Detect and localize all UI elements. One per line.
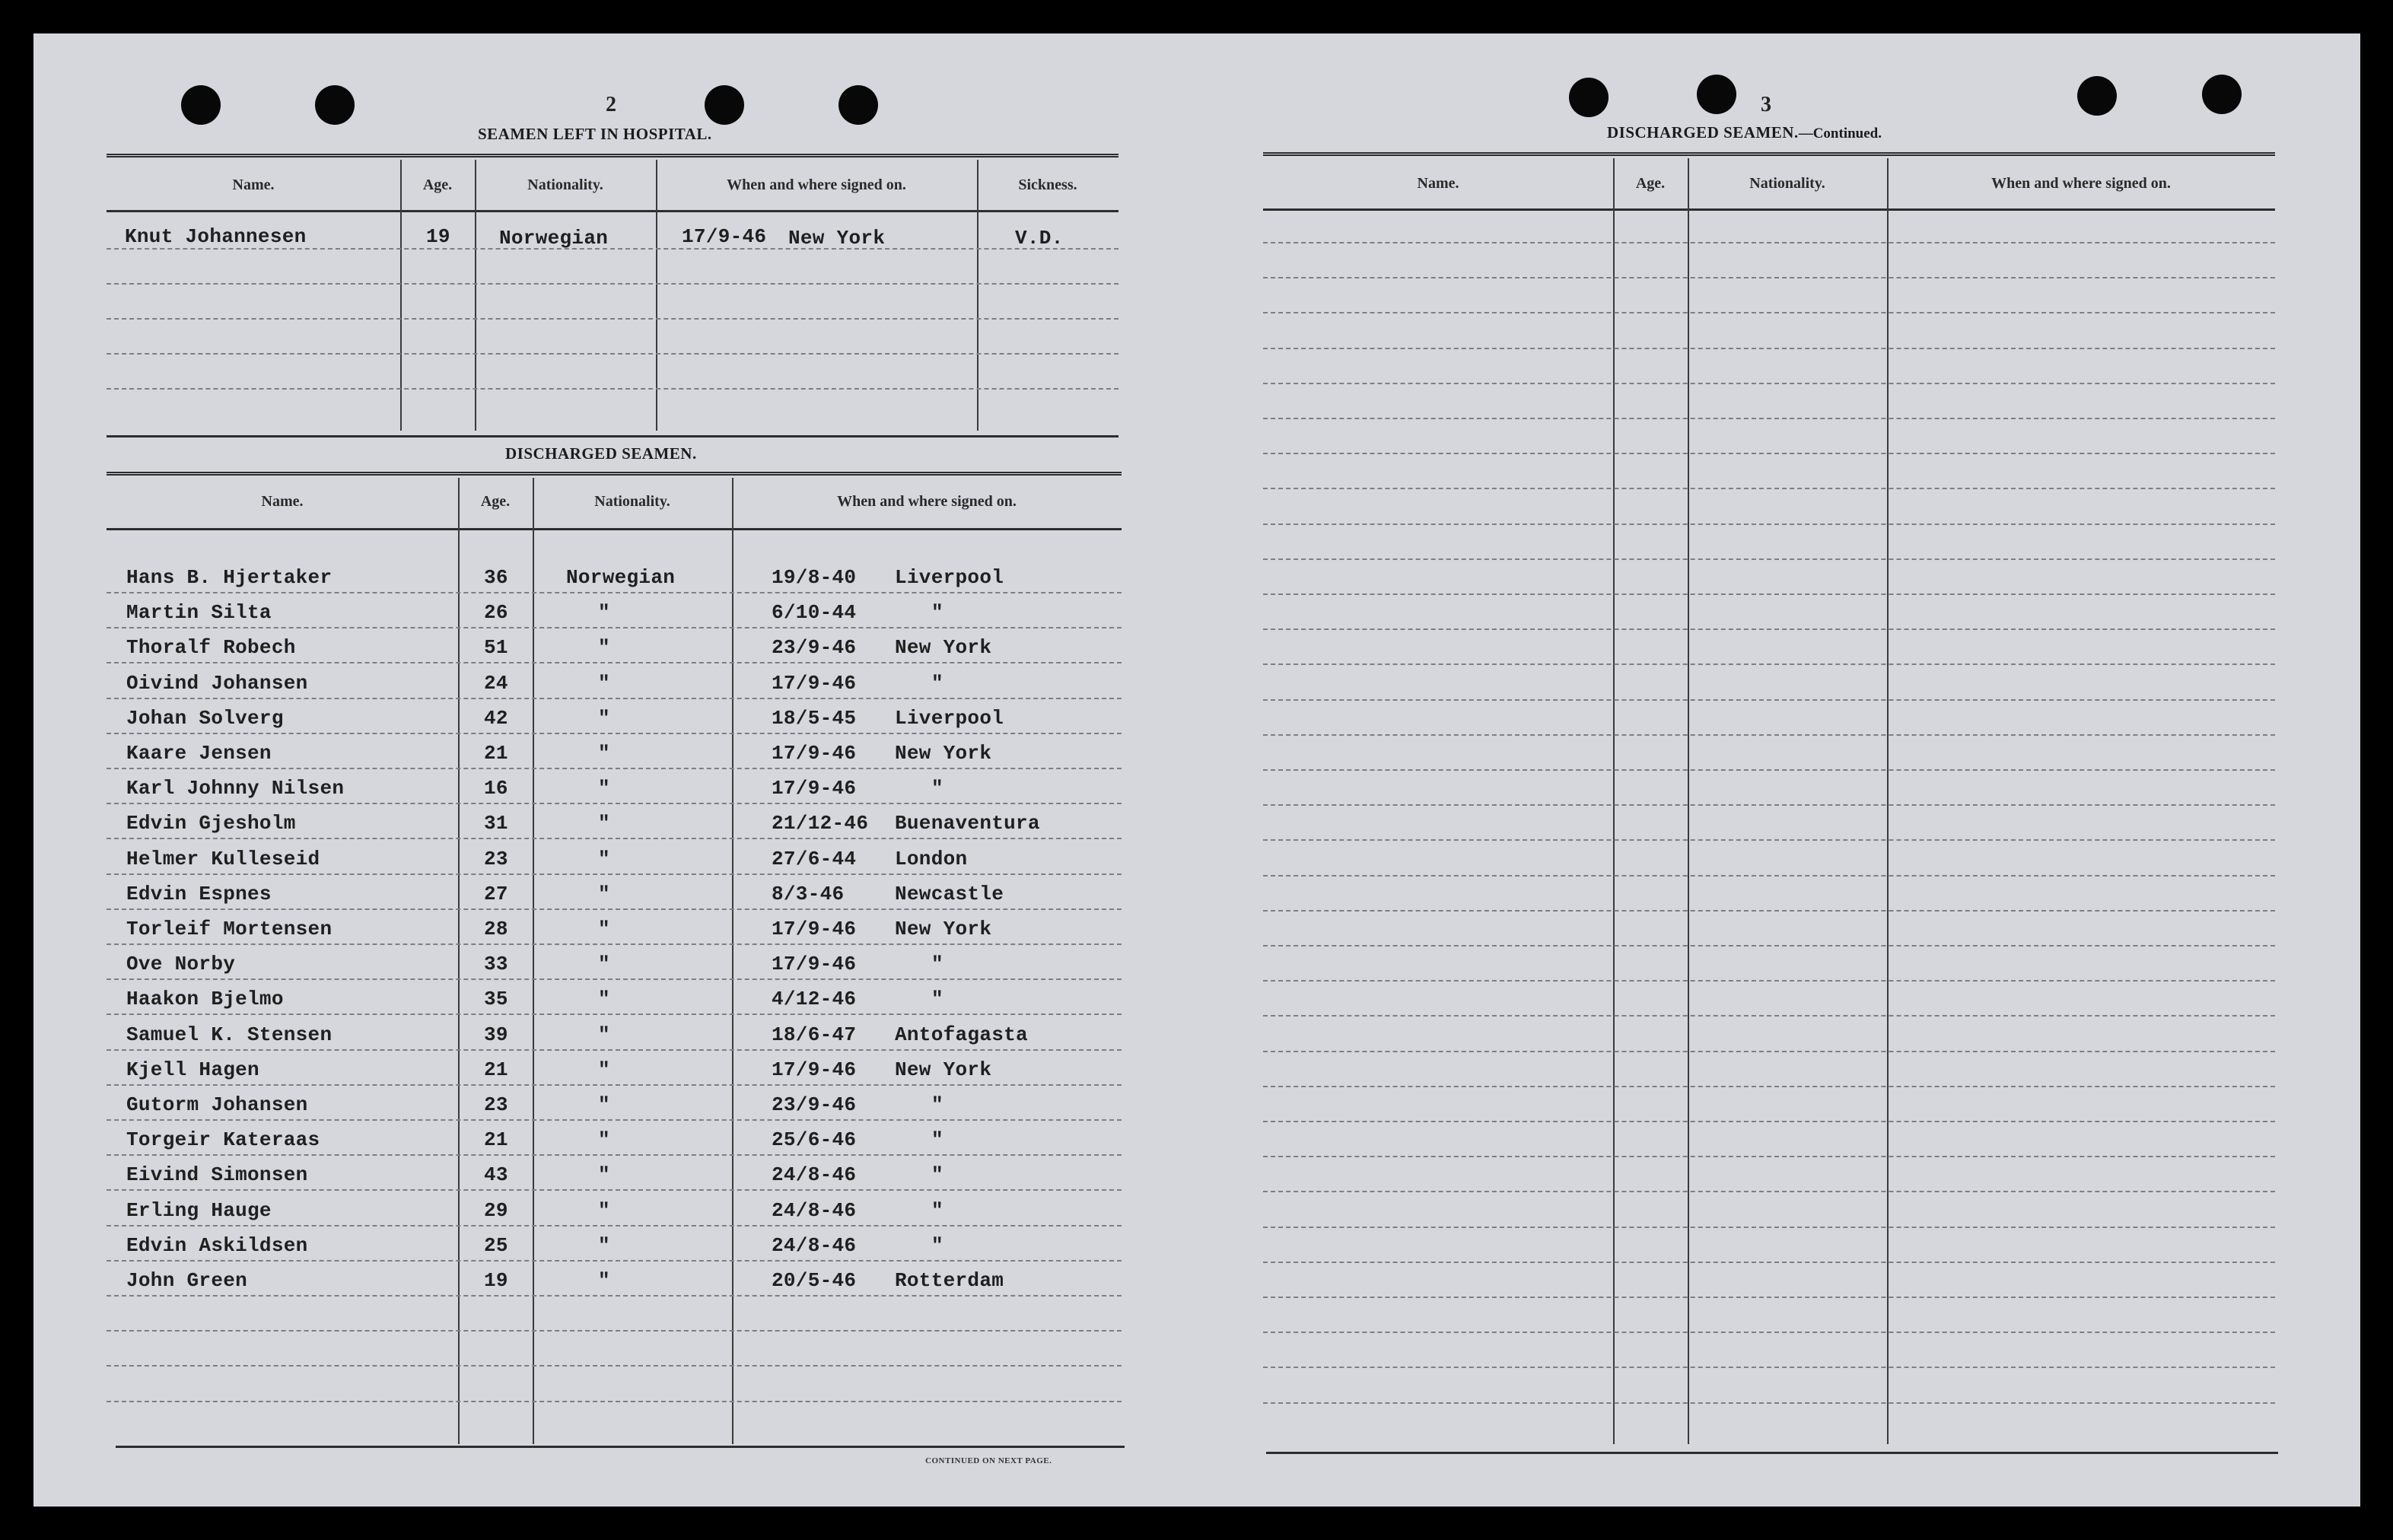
punch-hole xyxy=(1569,78,1609,117)
row-rule xyxy=(1263,910,2275,912)
right-page xyxy=(1251,33,2360,1507)
seaman-name: Kaare Jensen xyxy=(126,742,272,765)
signed-on-date: 24/8-46 xyxy=(772,1163,857,1186)
punch-hole xyxy=(315,85,355,125)
seaman-age: 16 xyxy=(484,777,508,800)
column-header-signed-on: When and where signed on. xyxy=(727,177,906,193)
seaman-name: Erling Hauge xyxy=(126,1199,272,1222)
signed-on-place: " xyxy=(931,1234,944,1257)
seaman-name: Karl Johnny Nilsen xyxy=(126,777,345,800)
signed-on-date: 17/9-46 xyxy=(772,918,857,940)
seaman-nationality: " xyxy=(598,707,610,730)
seaman-age: 33 xyxy=(484,953,508,975)
seaman-nationality: " xyxy=(598,672,610,695)
page-number: 3 xyxy=(1761,93,1771,116)
seaman-nationality: " xyxy=(598,988,610,1010)
column-header-age: Age. xyxy=(1635,175,1666,192)
hospital-signed-date: 17/9-46 xyxy=(682,225,767,248)
seaman-age: 42 xyxy=(484,707,508,730)
seaman-age: 39 xyxy=(484,1023,508,1046)
discharged-section-title: DISCHARGED SEAMEN. xyxy=(505,444,697,463)
row-rule xyxy=(107,1365,1122,1367)
column-header-nationality: Nationality. xyxy=(527,177,603,193)
row-rule xyxy=(107,388,1119,390)
signed-on-place: Newcastle xyxy=(895,883,1004,905)
signed-on-date: 6/10-44 xyxy=(772,601,857,624)
row-rule xyxy=(1263,242,2275,243)
seaman-name: Haakon Bjelmo xyxy=(126,988,284,1010)
row-rule xyxy=(1263,593,2275,595)
seaman-age: 23 xyxy=(484,1093,508,1116)
row-rule xyxy=(107,698,1122,699)
signed-on-place: Antofagasta xyxy=(895,1023,1028,1046)
row-rule xyxy=(1263,804,2275,806)
seaman-age: 21 xyxy=(484,1058,508,1081)
seaman-nationality: " xyxy=(598,953,610,975)
seaman-nationality: " xyxy=(598,1163,610,1186)
seaman-age: 35 xyxy=(484,988,508,1010)
row-rule xyxy=(107,353,1119,355)
row-rule xyxy=(107,1189,1122,1191)
seaman-age: 26 xyxy=(484,601,508,624)
column-header-age: Age. xyxy=(480,493,511,510)
seaman-nationality: " xyxy=(598,883,610,905)
seaman-name: Hans B. Hjertaker xyxy=(126,566,333,589)
column-header-sickness: Sickness. xyxy=(1018,177,1077,193)
header-bottom-rule xyxy=(1263,208,2275,211)
row-rule xyxy=(107,838,1122,839)
column-header-name: Name. xyxy=(1417,175,1459,192)
row-rule xyxy=(107,1154,1122,1156)
signed-on-date: 24/8-46 xyxy=(772,1234,857,1257)
row-rule xyxy=(1263,1156,2275,1157)
row-rule xyxy=(1263,1015,2275,1017)
seaman-nationality: " xyxy=(598,1023,610,1046)
seaman-nationality: " xyxy=(598,1093,610,1116)
row-rule xyxy=(1263,383,2275,384)
signed-on-date: 27/6-44 xyxy=(772,848,857,870)
signed-on-place: " xyxy=(931,1199,944,1222)
punch-hole xyxy=(705,85,744,125)
continued-note: CONTINUED ON NEXT PAGE. xyxy=(925,1456,1052,1465)
row-rule xyxy=(1263,1262,2275,1263)
signed-on-place: New York xyxy=(895,636,992,659)
signed-on-date: 20/5-46 xyxy=(772,1269,857,1292)
signed-on-date: 24/8-46 xyxy=(772,1199,857,1222)
row-rule xyxy=(1263,523,2275,525)
discharged-continued-title xyxy=(1607,123,1882,142)
row-rule xyxy=(1263,312,2275,313)
seaman-nationality: " xyxy=(598,636,610,659)
row-rule xyxy=(107,248,1119,250)
discharged-header-rule xyxy=(107,528,1122,530)
seaman-age: 29 xyxy=(484,1199,508,1222)
row-rule xyxy=(1263,453,2275,454)
row-rule xyxy=(107,283,1119,285)
row-rule xyxy=(1263,1051,2275,1052)
signed-on-date: 21/12-46 xyxy=(772,812,869,835)
column-header-name: Name. xyxy=(232,177,275,193)
seaman-age: 43 xyxy=(484,1163,508,1186)
seaman-name: Kjell Hagen xyxy=(126,1058,259,1081)
ledger-sheet xyxy=(33,33,2360,1507)
row-rule xyxy=(1263,277,2275,278)
page-number: 2 xyxy=(606,93,616,116)
row-rule xyxy=(1263,1297,2275,1298)
row-rule xyxy=(107,873,1122,875)
signed-on-place: Liverpool xyxy=(895,566,1004,589)
row-rule xyxy=(107,1049,1122,1051)
seaman-nationality: " xyxy=(598,1269,610,1292)
title-suffix: —Continued. xyxy=(1798,126,1882,142)
signed-on-date: 4/12-46 xyxy=(772,988,857,1010)
hospital-table-bottom-rule xyxy=(107,435,1119,438)
column-header-nationality: Nationality. xyxy=(594,493,670,510)
seaman-nationality: " xyxy=(598,812,610,835)
seaman-name: Gutorm Johansen xyxy=(126,1093,308,1116)
punch-hole xyxy=(2202,75,2242,114)
title-main: DISCHARGED SEAMEN. xyxy=(1607,123,1799,142)
signed-on-place: " xyxy=(931,777,944,800)
signed-on-place: New York xyxy=(895,918,992,940)
seaman-age: 25 xyxy=(484,1234,508,1257)
row-rule xyxy=(107,592,1122,593)
row-rule xyxy=(107,1013,1122,1015)
signed-on-date: 17/9-46 xyxy=(772,672,857,695)
signed-on-place: Liverpool xyxy=(895,707,1004,730)
seaman-name: Torgeir Kateraas xyxy=(126,1128,320,1151)
signed-on-date: 23/9-46 xyxy=(772,636,857,659)
seaman-age: 21 xyxy=(484,742,508,765)
table-top-rule xyxy=(107,154,1119,158)
row-rule xyxy=(1263,488,2275,489)
seaman-age: 21 xyxy=(484,1128,508,1151)
row-rule xyxy=(107,1330,1122,1332)
hospital-nationality: Norwegian xyxy=(499,227,609,250)
column-header-name: Name. xyxy=(261,493,304,510)
signed-on-place: " xyxy=(931,988,944,1010)
seaman-nationality: " xyxy=(598,1058,610,1081)
row-rule xyxy=(1263,418,2275,419)
signed-on-date: 23/9-46 xyxy=(772,1093,857,1116)
seaman-age: 31 xyxy=(484,812,508,835)
seaman-nationality: " xyxy=(598,1199,610,1222)
row-rule xyxy=(107,627,1122,628)
seaman-name: Helmer Kulleseid xyxy=(126,848,320,870)
seaman-name: Thoralf Robech xyxy=(126,636,296,659)
signed-on-place: New York xyxy=(895,1058,992,1081)
row-rule xyxy=(107,1225,1122,1227)
hospital-age: 19 xyxy=(426,225,450,248)
seaman-age: 19 xyxy=(484,1269,508,1292)
seaman-name: John Green xyxy=(126,1269,248,1292)
seaman-name: Martin Silta xyxy=(126,601,272,624)
seaman-age: 51 xyxy=(484,636,508,659)
row-rule xyxy=(1263,1402,2275,1404)
row-rule xyxy=(1263,348,2275,349)
header-bottom-rule xyxy=(107,210,1119,212)
row-rule xyxy=(107,662,1122,663)
seaman-name: Samuel K. Stensen xyxy=(126,1023,333,1046)
punch-hole xyxy=(181,85,221,125)
seaman-nationality: " xyxy=(598,601,610,624)
seaman-name: Johan Solverg xyxy=(126,707,284,730)
row-rule xyxy=(1263,839,2275,841)
row-rule xyxy=(1263,1191,2275,1192)
seaman-age: 36 xyxy=(484,566,508,589)
column-header-signed-on: When and where signed on. xyxy=(1991,175,2171,192)
seaman-age: 27 xyxy=(484,883,508,905)
signed-on-date: 18/6-47 xyxy=(772,1023,857,1046)
signed-on-date: 18/5-45 xyxy=(772,707,857,730)
row-rule xyxy=(107,1295,1122,1297)
signed-on-date: 17/9-46 xyxy=(772,953,857,975)
seaman-name: Ove Norby xyxy=(126,953,236,975)
column-header-nationality: Nationality. xyxy=(1749,175,1825,192)
column-header-age: Age. xyxy=(422,177,453,193)
row-rule xyxy=(1263,875,2275,877)
signed-on-date: 19/8-40 xyxy=(772,566,857,589)
table-bottom-rule xyxy=(116,1446,1125,1448)
row-rule xyxy=(107,978,1122,980)
seaman-name: Edvin Gjesholm xyxy=(126,812,296,835)
row-rule xyxy=(1263,945,2275,947)
seaman-nationality: " xyxy=(598,742,610,765)
row-rule xyxy=(107,768,1122,769)
row-rule xyxy=(1263,1367,2275,1368)
signed-on-place: Buenaventura xyxy=(895,812,1040,835)
seaman-nationality: " xyxy=(598,777,610,800)
signed-on-date: 17/9-46 xyxy=(772,1058,857,1081)
discharged-top-rule xyxy=(107,472,1122,476)
row-rule xyxy=(1263,1332,2275,1333)
signed-on-place: " xyxy=(931,672,944,695)
seaman-name: Torleif Mortensen xyxy=(126,918,333,940)
row-rule xyxy=(107,733,1122,734)
signed-on-place: New York xyxy=(895,742,992,765)
row-rule xyxy=(107,803,1122,804)
row-rule xyxy=(1263,628,2275,630)
signed-on-date: 17/9-46 xyxy=(772,742,857,765)
seaman-nationality: " xyxy=(598,918,610,940)
row-rule xyxy=(1263,734,2275,736)
row-rule xyxy=(1263,1086,2275,1087)
row-rule xyxy=(107,908,1122,910)
signed-on-place: " xyxy=(931,1128,944,1151)
row-rule xyxy=(107,1084,1122,1086)
seaman-nationality: Norwegian xyxy=(566,566,676,589)
row-rule xyxy=(1263,1227,2275,1228)
seaman-age: 24 xyxy=(484,672,508,695)
punch-hole xyxy=(2077,76,2117,116)
seaman-name: Edvin Espnes xyxy=(126,883,272,905)
signed-on-date: 17/9-46 xyxy=(772,777,857,800)
hospital-name: Knut Johannesen xyxy=(125,225,307,248)
punch-hole xyxy=(839,85,878,125)
seaman-age: 28 xyxy=(484,918,508,940)
row-rule xyxy=(1263,699,2275,701)
row-rule xyxy=(107,943,1122,945)
seaman-nationality: " xyxy=(598,848,610,870)
row-rule xyxy=(107,1260,1122,1262)
row-rule xyxy=(1263,980,2275,982)
seaman-name: Oivind Johansen xyxy=(126,672,308,695)
column-header-signed-on: When and where signed on. xyxy=(837,493,1017,510)
table-bottom-rule xyxy=(1266,1452,2278,1454)
row-rule xyxy=(107,318,1119,320)
row-rule xyxy=(1263,1121,2275,1122)
hospital-signed-place: New York xyxy=(788,227,886,250)
signed-on-place: " xyxy=(931,601,944,624)
signed-on-date: 25/6-46 xyxy=(772,1128,857,1151)
signed-on-place: " xyxy=(931,1093,944,1116)
seaman-age: 23 xyxy=(484,848,508,870)
row-rule xyxy=(107,1401,1122,1402)
seaman-name: Edvin Askildsen xyxy=(126,1234,308,1257)
row-rule xyxy=(107,1119,1122,1121)
hospital-sickness: V.D. xyxy=(1015,227,1064,250)
row-rule xyxy=(1263,558,2275,560)
signed-on-date: 8/3-46 xyxy=(772,883,845,905)
signed-on-place: " xyxy=(931,1163,944,1186)
seaman-nationality: " xyxy=(598,1128,610,1151)
seaman-name: Eivind Simonsen xyxy=(126,1163,308,1186)
hospital-section-title: SEAMEN LEFT IN HOSPITAL. xyxy=(478,125,712,143)
signed-on-place: Rotterdam xyxy=(895,1269,1004,1292)
left-page xyxy=(33,33,1175,1507)
signed-on-place: London xyxy=(895,848,968,870)
row-rule xyxy=(1263,663,2275,665)
row-rule xyxy=(1263,769,2275,771)
seaman-nationality: " xyxy=(598,1234,610,1257)
signed-on-place: " xyxy=(931,953,944,975)
table-top-rule xyxy=(1263,152,2275,156)
punch-hole xyxy=(1697,75,1736,114)
